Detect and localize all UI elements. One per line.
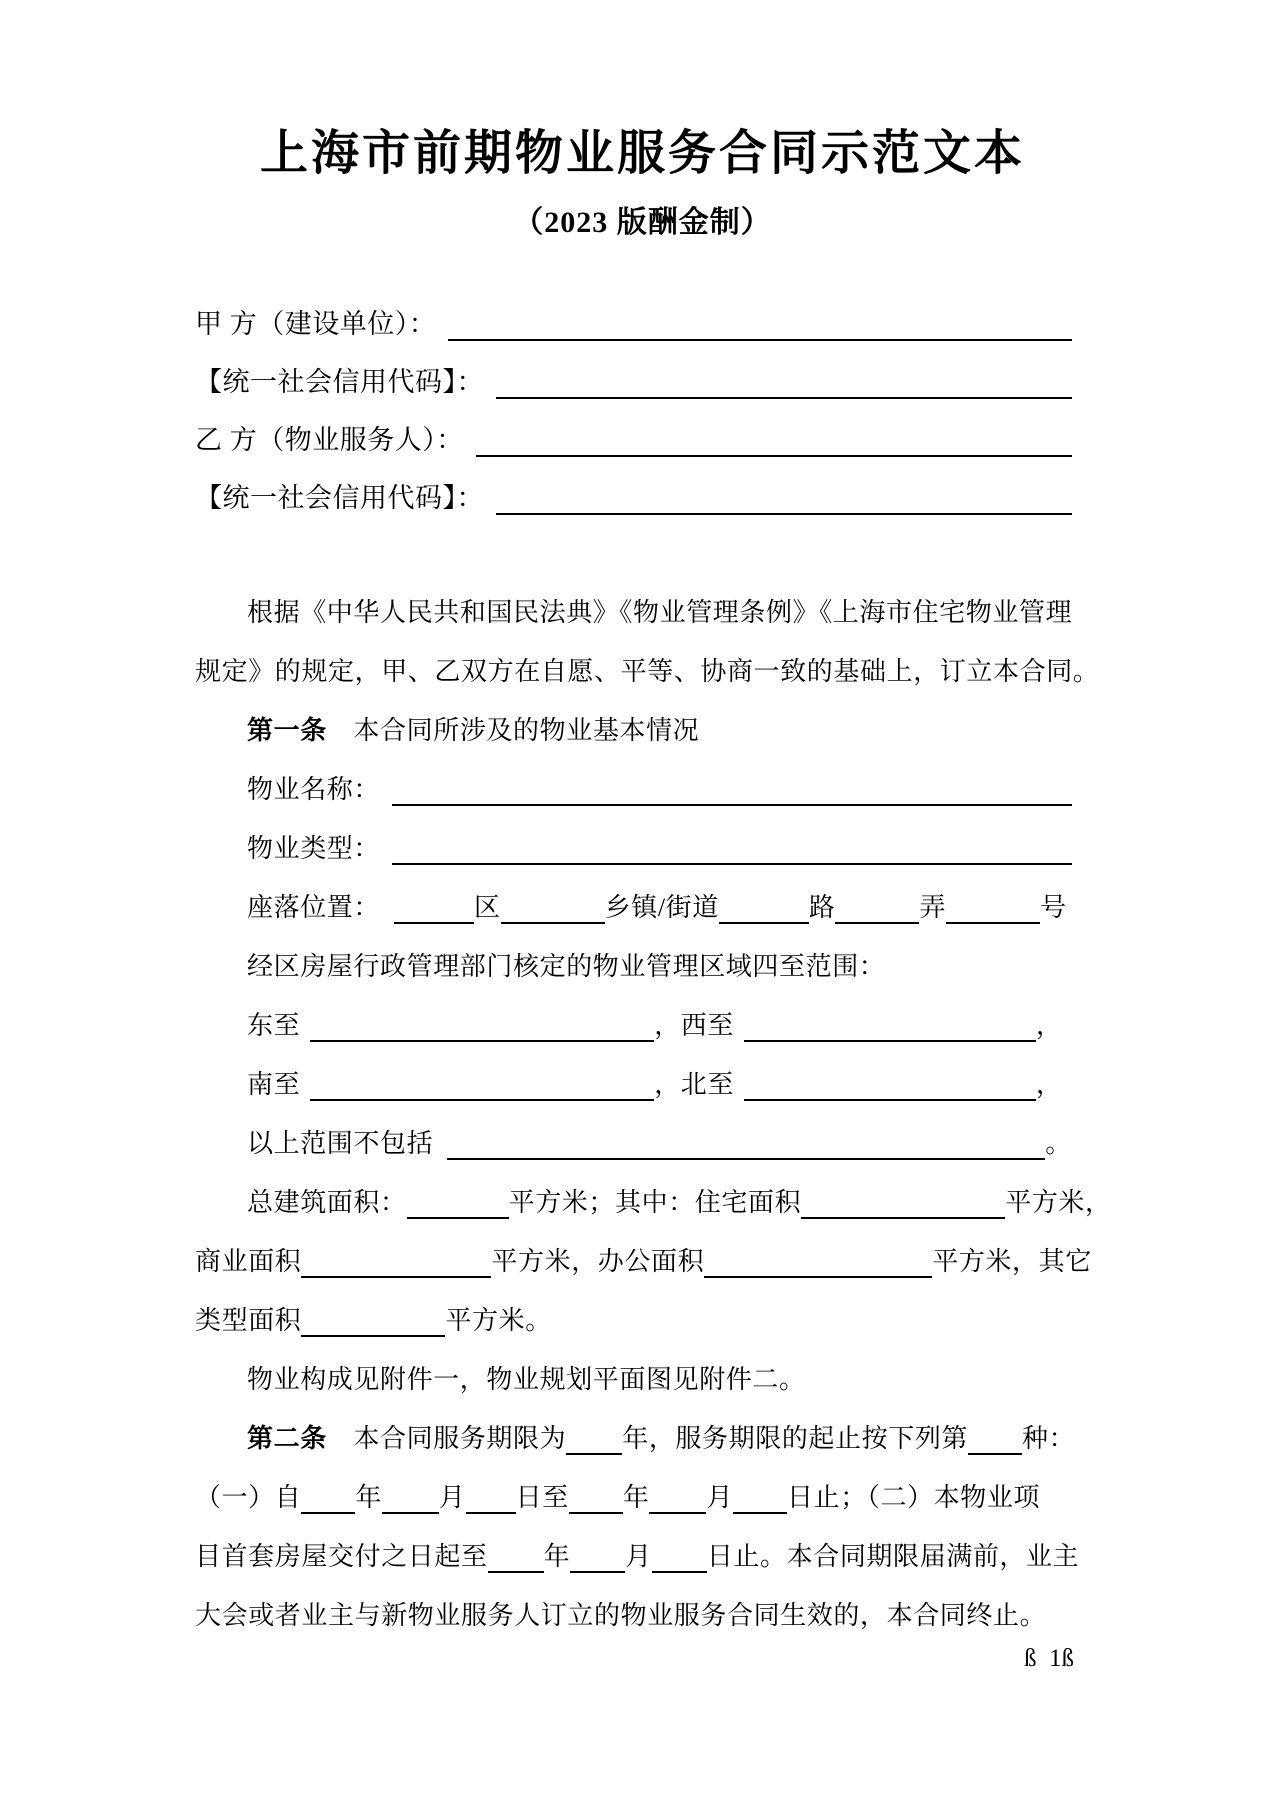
text-segment: 东至 bbox=[247, 1011, 301, 1041]
fill-in-blank bbox=[301, 1327, 445, 1337]
text-segment: 物业名称： bbox=[247, 775, 381, 805]
text-segment: ，西至 bbox=[654, 1011, 735, 1041]
line-boundary-east-west bbox=[195, 988, 1090, 1047]
text-segment: 年，服务期限的起止按下列第 bbox=[622, 1424, 969, 1454]
party-b-fill-in-blank bbox=[476, 447, 1072, 457]
text-segment: 南至 bbox=[247, 1070, 301, 1100]
fill-in-blank bbox=[382, 1504, 439, 1514]
text-segment: 。 bbox=[1045, 1129, 1072, 1159]
party-b-uscc-line bbox=[195, 457, 1090, 515]
document-title: 上海市前期物业服务合同示范文本 bbox=[259, 127, 1025, 180]
line-term-end bbox=[195, 1578, 1090, 1637]
text-segment: （一）自 bbox=[195, 1483, 302, 1513]
line-intro-2 bbox=[195, 634, 1100, 693]
article-number: 第二条 bbox=[247, 1424, 327, 1454]
fill-in-blank bbox=[501, 914, 605, 924]
contract-body-section bbox=[195, 575, 1112, 1637]
text-segment: 日止。本合同期限届满前，业主 bbox=[706, 1542, 1080, 1572]
fill-in-blank bbox=[704, 1268, 932, 1278]
fill-in-blank bbox=[310, 1032, 654, 1042]
text-segment: 以上范围不包括 bbox=[247, 1129, 434, 1159]
text-segment: 月 bbox=[439, 1483, 466, 1513]
line-attachments bbox=[195, 1342, 1090, 1401]
article-number: 第一条 bbox=[247, 716, 327, 746]
line-property-type bbox=[195, 811, 1090, 870]
fill-in-blank bbox=[407, 1209, 509, 1219]
fill-in-blank bbox=[570, 1563, 625, 1573]
line-area-other bbox=[195, 1283, 1090, 1342]
text-segment: 弄 bbox=[919, 893, 947, 923]
fill-in-blank bbox=[301, 1268, 491, 1278]
fill-in-blank bbox=[569, 1504, 623, 1514]
text-segment: 总建筑面积： bbox=[247, 1188, 407, 1218]
text-segment: 平方米。 bbox=[445, 1306, 552, 1336]
text-segment: 年 bbox=[543, 1542, 571, 1572]
line-location bbox=[195, 870, 1090, 929]
text-segment: 种： bbox=[1022, 1424, 1076, 1454]
text-segment: ，北至 bbox=[654, 1070, 735, 1100]
line-article-2-heading bbox=[195, 1401, 1090, 1460]
party-b-label: 乙 方（物业服务人）： bbox=[195, 425, 464, 456]
party-a-uscc-line bbox=[195, 341, 1090, 399]
fill-in-blank bbox=[733, 1504, 787, 1514]
text-segment: 平方米，办公面积 bbox=[491, 1247, 705, 1277]
fill-in-blank bbox=[652, 1563, 707, 1573]
line-boundary-exclusion bbox=[195, 1106, 1090, 1165]
fill-in-blank bbox=[835, 914, 919, 924]
parties-form-section bbox=[195, 283, 1090, 515]
text-segment: 座落位置： bbox=[247, 893, 381, 923]
line-boundary-south-north bbox=[195, 1047, 1090, 1106]
text-segment: 号 bbox=[1040, 893, 1067, 923]
party-a-line bbox=[195, 283, 1090, 341]
text-segment: 日止；（二）本物业项 bbox=[787, 1483, 1041, 1513]
line-term-option-1 bbox=[195, 1460, 1090, 1519]
fill-in-blank bbox=[801, 1209, 1005, 1219]
fill-in-blank bbox=[394, 914, 474, 924]
text-segment: 物业类型： bbox=[247, 834, 381, 864]
text-segment: 路 bbox=[808, 893, 836, 923]
text-segment: 年 bbox=[622, 1483, 650, 1513]
text-segment: 平方米；其中：住宅面积 bbox=[508, 1188, 802, 1218]
text-segment: 商业面积 bbox=[195, 1247, 302, 1277]
text-segment: 月 bbox=[625, 1542, 652, 1572]
text-segment: ， bbox=[1036, 1011, 1063, 1041]
party-a-fill-in-blank bbox=[448, 331, 1072, 341]
fill-in-blank bbox=[566, 1445, 622, 1455]
text-segment: 经区房屋行政管理部门核定的物业管理区域四至范围： bbox=[247, 952, 886, 982]
text-segment: 目首套房屋交付之日起至 bbox=[195, 1542, 488, 1572]
fill-in-blank bbox=[719, 914, 809, 924]
line-term-option-2 bbox=[195, 1519, 1090, 1578]
party-a-label: 甲 方（建设单位）： bbox=[195, 309, 437, 340]
fill-in-blank bbox=[301, 1504, 355, 1514]
text-segment: 月 bbox=[706, 1483, 734, 1513]
line-boundary-intro bbox=[195, 929, 1090, 988]
fill-in-blank bbox=[447, 1150, 1045, 1160]
text-segment: 规定》的规定，甲、乙双方在自愿、平等、协商一致的基础上，订立本合同。 bbox=[195, 657, 1100, 687]
text-segment: 本合同所涉及的物业基本情况 bbox=[326, 716, 700, 746]
fill-in-blank bbox=[744, 1091, 1036, 1101]
text-segment: 大会或者业主与新物业服务人订立的物业服务合同生效的，本合同终止。 bbox=[195, 1601, 1047, 1631]
text-segment: 日至 bbox=[515, 1483, 569, 1513]
line-property-name bbox=[195, 752, 1090, 811]
page-number-footer: ß 1ß bbox=[1024, 1645, 1074, 1673]
line-area-commercial bbox=[195, 1224, 1090, 1283]
text-segment: 本合同服务期限为 bbox=[326, 1424, 567, 1454]
fill-in-blank bbox=[392, 796, 1072, 806]
line-intro-1 bbox=[195, 575, 1090, 634]
line-article-1-heading bbox=[195, 693, 1090, 752]
fill-in-blank bbox=[392, 855, 1072, 865]
party-a-uscc-fill-in-blank bbox=[496, 389, 1072, 399]
fill-in-blank bbox=[488, 1563, 544, 1573]
text-segment: 平方米，其它 bbox=[932, 1247, 1092, 1277]
document-subtitle: （2023 版酬金制） bbox=[513, 206, 772, 240]
line-area-total bbox=[195, 1165, 1112, 1224]
text-segment: 平方米， bbox=[1005, 1188, 1112, 1218]
text-segment: 乡镇/街道 bbox=[604, 893, 719, 923]
text-segment: 年 bbox=[355, 1483, 383, 1513]
fill-in-blank bbox=[310, 1091, 654, 1101]
party-b-line bbox=[195, 399, 1090, 457]
text-segment: 区 bbox=[474, 893, 501, 923]
fill-in-blank bbox=[968, 1445, 1022, 1455]
text-segment: 类型面积 bbox=[195, 1306, 302, 1336]
fill-in-blank bbox=[744, 1032, 1036, 1042]
text-segment: ， bbox=[1036, 1070, 1063, 1100]
text-segment: 物业构成见附件一，物业规划平面图见附件二。 bbox=[247, 1365, 806, 1395]
text-segment: 根据《中华人民共和国民法典》《物业管理条例》《上海市住宅物业管理 bbox=[247, 598, 1073, 628]
party-a-uscc-label: 【统一社会信用代码】： bbox=[195, 367, 484, 398]
fill-in-blank bbox=[649, 1504, 706, 1514]
fill-in-blank bbox=[466, 1504, 516, 1514]
party-b-uscc-label: 【统一社会信用代码】： bbox=[195, 483, 484, 514]
fill-in-blank bbox=[946, 914, 1040, 924]
party-b-uscc-fill-in-blank bbox=[496, 505, 1072, 515]
